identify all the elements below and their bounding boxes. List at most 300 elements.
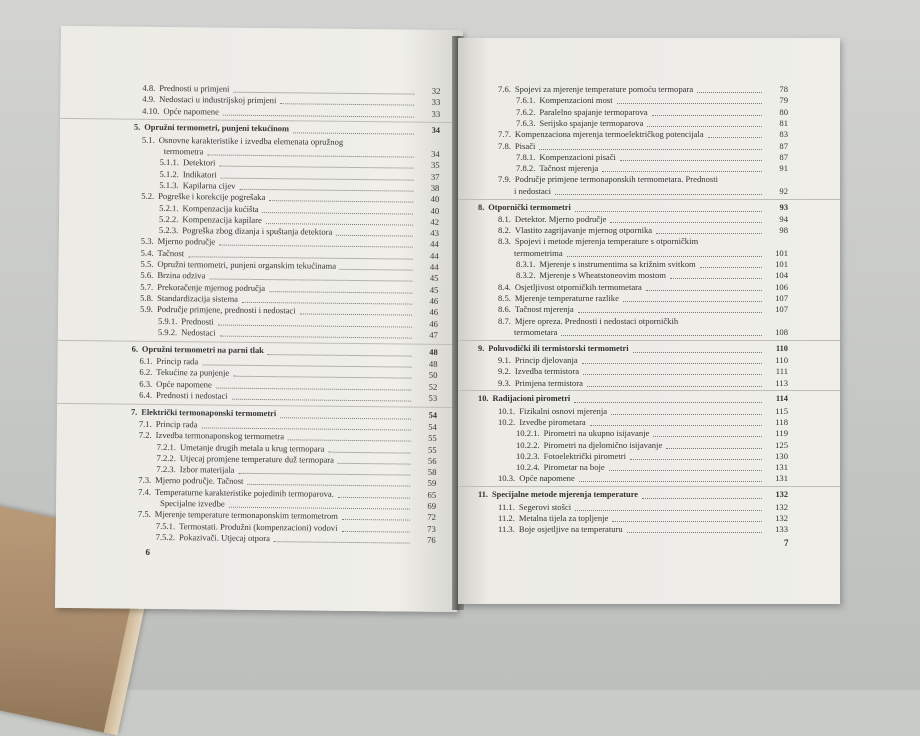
toc-entry-number: 9.1. [498,355,511,365]
toc-leader-dots [582,362,762,364]
toc-leader-dots [647,125,762,127]
toc-entry-label [498,84,693,94]
toc-entry-number: 5.1.3. [159,180,178,190]
toc-entry [458,225,840,235]
toc-entry-number: 5.5. [141,259,154,269]
toc-leader-dots [642,497,762,499]
toc-leader-dots [611,413,762,415]
toc-entry [458,417,840,427]
toc-leader-dots [209,278,412,282]
toc-entry-text: Izbor materijala [180,464,235,475]
toc-entry-text: termometra [164,146,204,156]
toc-entry [458,462,840,472]
toc-entry-text: Princip rada [156,419,198,429]
toc-page-number: 132 [764,513,788,523]
toc-leader-dots [338,496,410,499]
toc-entry-number: 10.2.2. [516,440,540,450]
toc-entry-label [131,407,276,419]
toc-entry-text: Standardizacija sistema [157,293,238,304]
toc-entry-number: 8. [478,203,484,212]
toc-entry-number: 5.3. [141,236,154,246]
toc-leader-dots [561,334,762,336]
toc-entry-number: 9.3. [498,378,511,388]
toc-page-number: 115 [764,406,788,416]
toc-entry-label [134,123,289,135]
toc-leader-dots [269,290,412,293]
toc-leader-dots [242,301,412,305]
toc-page-number: 44 [415,250,439,260]
toc-leader-dots [233,91,414,95]
toc-leader-dots [202,426,411,430]
toc-entry [458,270,840,280]
toc-entry [458,327,840,337]
toc-entry-label [140,281,265,292]
toc-entry-text: Pirometar na boje [544,462,605,472]
toc-leader-dots [233,375,411,379]
toc-entry-number: 8.5. [498,293,511,303]
toc-entry-text: Spojevi i metode mjerenja temperature s otporničkim [515,236,698,246]
toc-page-number: 81 [764,118,788,128]
toc-entry-label [514,186,551,196]
toc-leader-dots [300,313,412,316]
toc-entry-text: Pogreške i korekcije pogrešaka [158,191,265,202]
toc-entry-number: 5.2. [141,191,154,201]
toc-entry-text: Izvedba termistora [515,366,579,376]
toc-page-number: 50 [413,370,437,380]
toc-leader-dots [587,385,762,387]
toc-entry [458,214,840,224]
toc-entry-label [139,367,229,378]
toc-leader-dots [666,447,762,449]
toc-entry-number: 7.6.3. [516,118,535,128]
toc-entry-number: 7.2.2. [156,453,175,463]
toc-page-number: 87 [764,152,788,162]
toc-entry-text: Opće napomene [163,106,219,117]
toc-entry-number: 11.3. [498,524,515,534]
toc-entry-text: Primjena termistora [515,378,583,388]
toc-leader-dots [612,520,762,522]
toc-entry-text: Opće napomene [156,378,212,389]
toc-page-number: 93 [764,203,788,213]
toc-entry-text: Fizikalni osnovi mjerenja [519,406,607,416]
toc-page-number: 106 [764,282,788,292]
toc-entry-label [498,513,608,523]
toc-leader-dots [266,222,413,226]
toc-leader-dots [220,176,413,180]
toc-entry-text: Utjecaj promjene temperature duž termopara [180,453,334,465]
toc-entry-label [498,236,698,246]
toc-leader-dots [280,103,414,106]
toc-entry-text: Specijalne izvedbe [160,498,225,509]
toc-page-number: 130 [764,451,788,461]
toc-entry [458,174,840,184]
toc-entry-label [498,214,606,224]
toc-entry-label [141,259,337,271]
toc-entry-label [516,440,662,450]
toc-entry-text: Prednosti [181,316,214,326]
toc-leader-dots [697,91,762,93]
toc-leader-dots [220,165,414,169]
toc-entry-number: 5. [134,123,140,132]
toc-entry-number: 5.2.3. [159,225,178,235]
toc-page-number: 45 [414,273,438,283]
toc-entry-number: 5.7. [140,281,153,291]
toc-entry-number: 7.5.2. [156,532,175,542]
toc-leader-dots [329,450,411,453]
toc-entry-text: Mjere opreza. Prednosti i nedostaci otporničkih [515,316,678,326]
toc-entry-text: Mjerenje s instrumentima sa križnim svitkom [539,259,695,269]
toc-entry-label [498,129,704,139]
toc-entry-text: Područje primjene, prednosti i nedostaci [157,304,296,315]
toc-entry-number: 8.1. [498,214,511,224]
toc-entry-number: 7.6.1. [516,95,535,105]
toc-page-number: 59 [412,478,436,488]
toc-leader-dots [656,232,762,234]
toc-entry-text: Područje primjene termonaponskih termometara. Prednosti [515,174,718,184]
toc-entry [458,282,840,292]
toc-entry-text: Nedostaci u industrijskoj primjeni [159,94,276,105]
toc-entry-label [498,304,574,314]
toc-entry-text: Kompenzaciona mjerenja termoelektričkog potencijala [515,129,704,139]
toc-entry-number: 5.1. [142,134,155,144]
toc-entry-label [498,293,619,303]
toc-page-number: 83 [764,129,788,139]
toc-page-number: 44 [415,239,439,249]
toc-page-number: 32 [416,86,440,96]
toc-leader-dots [630,458,762,460]
toc-entry-label [516,462,605,472]
toc-entry-label [139,390,228,401]
toc-entry-label [498,355,578,365]
toc-entry-text: Električki termonaponski termometri [141,407,276,417]
toc-entry-number: 5.2.1. [159,202,178,212]
toc-entry-text: Nedostaci [181,327,215,337]
toc-entry-number: 7.7. [498,129,511,139]
toc-entry-label [498,406,607,416]
toc-entry-label [160,498,225,509]
toc-entry-number: 5.1.2. [159,169,178,179]
toc-entry [458,451,840,461]
toc-entry [458,107,840,117]
toc-leader-dots [268,353,412,357]
toc-entry-text: Opružni termometri, punjeni organskim tekućinama [157,259,336,271]
toc-leader-dots [578,311,762,313]
toc-page-number: 35 [416,160,440,170]
toc-entry [458,473,840,483]
toc-entry-label [498,524,623,534]
toc-entry-label [141,191,265,202]
toc-page-number: 107 [764,293,788,303]
toc-entry-number: 5.8. [140,293,153,303]
toc-entry-number: 7. [131,407,137,416]
toc-leader-dots [274,540,410,543]
toc-entry-text: Kompenzacija kapilare [182,214,262,225]
toc-entry-text: Mjerenje s Wheatstoneovim mostom [539,270,666,280]
toc-entry-label [478,394,570,404]
toc-page-number: 104 [764,270,788,280]
toc-page-number: 92 [764,186,788,196]
toc-leader-dots [575,509,762,511]
toc-leader-dots [340,268,413,271]
toc-leader-dots [208,153,414,157]
toc-entry-number: 5.9.1. [158,315,177,325]
toc-entry-text: Indikatori [183,169,217,179]
toc-entry-text: Specijalne metode mjerenja temperature [492,490,638,499]
toc-entry-number: 8.3.2. [516,270,535,280]
toc-leader-dots [288,438,411,441]
toc-page-number: 110 [764,355,788,365]
toc-entry-text: i nedostaci [514,186,551,196]
toc-entry-number: 8.7. [498,316,511,326]
toc-page-number: 78 [764,84,788,94]
toc-entry-label [159,225,333,237]
toc-leader-dots [567,255,762,257]
toc-entry-label [514,248,563,258]
toc-entry [458,316,840,326]
toc-entry-label [139,419,198,430]
toc-page-number: 45 [414,284,438,294]
toc-page-number: 47 [414,329,438,339]
toc-page-number: 46 [414,296,438,306]
toc-entry-number: 7.1. [139,419,152,429]
toc-entry-text: Fotoelektrički pirometri [544,451,626,461]
toc-entry-text: Prednosti i nedostaci [156,390,228,401]
toc-entry-label [498,378,583,388]
toc-page-number: 33 [416,108,440,118]
toc-entry-text: termometara [514,327,557,337]
toc-entry-label [516,451,626,461]
toc-leader-dots [708,136,762,138]
toc-page-number: 111 [764,366,788,376]
toc-entry-number: 7.8.1. [516,152,535,162]
toc-entry-label [156,521,338,533]
toc-page-number: 125 [764,440,788,450]
toc-leader-dots [342,529,410,532]
toc-entry-number: 11.2. [498,513,515,523]
toc-page-number: 131 [764,462,788,472]
toc-leader-dots [555,193,762,195]
toc-entry-text: Segerovi stošci [519,502,571,512]
toc-entry-number: 7.9. [498,174,511,184]
toc-entry-number: 7.3. [138,475,151,485]
toc-leader-dots [203,363,412,367]
toc-page-number: 101 [764,259,788,269]
toc-entry-text: Mjerno područje. Tačnost [155,475,243,486]
toc-entry [458,406,840,416]
toc-entry-text: Detektori [183,157,216,167]
toc-entry-label [498,417,586,427]
toc-leader-dots [574,401,762,403]
toc-chapter [458,394,840,404]
toc-entry-number: 6.2. [139,367,152,377]
toc-entry [458,163,840,173]
toc-entry-text: Osnovne karakteristike i izvedba elemenata opružnog [159,135,344,147]
toc-entry [458,502,840,512]
toc-entry-number: 7.6.2. [516,107,535,117]
toc-entry [458,513,840,523]
toc-chapter [458,490,840,500]
toc-entry-label [138,475,243,486]
toc-entry-text: Pirometri na djelomično isijavanje [544,440,663,450]
toc-page-number: 119 [764,428,788,438]
toc-leader-dots [269,199,413,203]
toc-entry-text: Paralelno spajanje termoparova [539,107,647,117]
toc-entry-label [498,366,579,376]
toc-leader-dots [336,234,413,237]
toc-page-number: 42 [415,216,439,226]
toc-entry-number: 7.5.1. [156,521,175,531]
toc-entry-text: Spojevi za mjerenje temperature pomoću termopara [515,84,693,94]
toc-leader-dots [583,373,762,375]
toc-leader-dots [590,424,762,426]
toc-page-number: 37 [415,171,439,181]
left-page [55,26,463,612]
toc-entry-label [498,282,642,292]
toc-entry-label [516,259,696,269]
toc-entry-number: 9.2. [498,366,511,376]
toc-entry-number: 4.10. [142,105,159,115]
toc-entry-label [514,327,557,337]
toc-entry-number: 6.4. [139,390,152,400]
toc-leader-dots [262,211,413,215]
toc-entry-text: Mjerno područje [158,236,216,247]
toc-entry [458,141,840,151]
toc-leader-dots [239,188,413,192]
toc-entry-text: Vlastito zagrijavanje mjernog otpornika [515,225,652,235]
toc-page-number: 133 [764,524,788,534]
toc-entry-number: 4.8. [142,83,155,93]
toc-entry-number: 5.6. [140,270,153,280]
toc-page-number: 43 [415,228,439,238]
toc-entry-number: 7.5. [138,509,151,519]
toc-entry-label [140,356,199,367]
toc-page-number: 132 [764,502,788,512]
toc-page-number: 110 [764,344,788,354]
toc-entry-text: termometrima [514,248,563,258]
toc-page-number: 94 [764,214,788,224]
toc-entry-label [139,378,212,389]
toc-entry [458,304,840,314]
toc-entry-label [159,180,235,191]
toc-page-number: 34 [416,126,440,136]
toc-entry-text: Tekućine za punjenje [156,367,229,378]
toc-page-number: 40 [415,205,439,215]
toc-entry-label [156,532,270,543]
toc-entry-label [516,118,643,128]
toc-entry-label [141,236,216,247]
toc-entry-label [498,174,718,184]
toc-entry-label [140,293,238,304]
toc-page-number: 46 [414,318,438,328]
toc-leader-dots [232,398,411,402]
toc-entry-text: Opružni termometri na parni tlak [142,344,264,354]
toc-entry-text: Detektor. Mjerno područje [515,214,606,224]
toc-leader-dots [216,386,411,390]
toc-leader-dots [219,244,413,248]
toc-page-number: 53 [413,392,437,402]
toc-entry-label [516,163,598,173]
toc-entry-number: 8.3.1. [516,259,535,269]
toc-leader-dots [293,132,414,135]
toc-page-number: 58 [412,467,436,477]
toc-entry-text: Izvedbe pirometara [519,417,586,427]
toc-leader-dots [653,435,762,437]
toc-entry-number: 8.6. [498,304,511,314]
toc-page-number: 55 [413,444,437,454]
toc-entry-number: 10.2. [498,417,515,427]
toc-entry-number: 11.1. [498,502,515,512]
toc-leader-dots [220,334,412,338]
toc-entry [458,129,840,139]
toc-page-number: 69 [412,501,436,511]
toc-entry-text: Prednosti u primjeni [159,83,229,94]
toc-entry [458,428,840,438]
toc-leader-dots [223,113,414,117]
toc-entry-number: 10. [478,394,488,403]
toc-entry-label [498,473,575,483]
toc-entry-text: Kompenzacija kućišta [182,203,258,214]
toc-entry [458,118,840,128]
toc-entry-number: 7.8. [498,141,511,151]
toc-entry-number: 6.1. [140,356,153,366]
toc-entry-label [141,247,185,257]
toc-entry-text: Princip rada [156,356,198,366]
toc-entry-number: 5.2.2. [159,214,178,224]
toc-entry-label [158,327,216,338]
toc-entry [458,152,840,162]
toc-chapter [458,344,840,354]
toc-entry-label [516,428,649,438]
toc-entry-label [157,441,325,453]
toc-entry-text: Tačnost mjerenja [539,163,598,173]
toc-entry-label [516,270,666,280]
toc-entry [458,95,840,105]
toc-entry-number: 8.3. [498,236,511,246]
toc-page-number: 132 [764,490,788,500]
toc-entry-label [156,453,334,465]
toc-page-number: 55 [413,433,437,443]
toc-entry-text: Pisači [515,141,536,151]
toc-entry-label [132,344,264,355]
toc-leader-dots [623,300,762,302]
toc-leader-dots [609,469,762,471]
toc-entry-text: Kapilarna cijev [183,180,236,191]
toc-entry-text: Poluvodički ili termistorski termometri [488,344,628,353]
toc-page-number: 65 [412,489,436,499]
toc-entry-label [516,95,613,105]
toc-entry-number: 11. [478,490,488,499]
toc-entry-number: 10.2.4. [516,462,540,472]
toc-entry-number: 6. [132,344,138,353]
toc-entry-number: 4.9. [142,94,155,104]
toc-entry-number: 8.2. [498,225,511,235]
toc-page-number: 38 [415,183,439,193]
toc-page-number: 54 [413,410,437,420]
toc-page-number: 54 [413,422,437,432]
toc-entry-label [498,502,571,512]
toc-leader-dots [539,148,762,150]
toc-entry-text: Opružni termometri, punjeni tekućinom [144,123,289,134]
toc-page-number: 101 [764,248,788,258]
toc-entry-text: Izvedba termonaponskog termometra [156,430,284,441]
toc-entry-text: Metalna tijela za topljenje [519,513,608,523]
toc-entry [458,84,840,94]
toc-entry-number: 7.2.3. [156,464,175,474]
toc-leader-dots [342,518,410,521]
toc-entry [458,186,840,196]
toc-leader-dots [627,531,762,533]
toc-page-number: 44 [415,262,439,272]
